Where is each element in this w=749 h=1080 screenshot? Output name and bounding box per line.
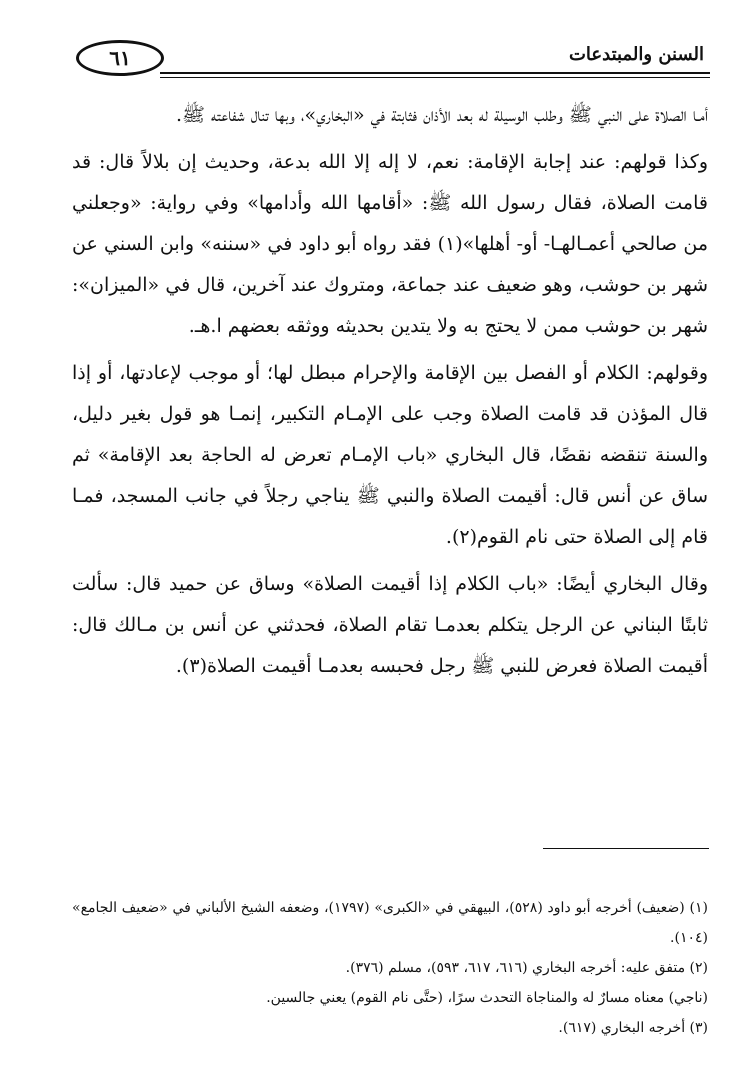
running-title: السنن والمبتدعات — [568, 44, 704, 65]
paragraph-2: وكذا قولهم: عند إجابة الإقامة: نعم، لا إله إلا الله بدعة، وحديث إن بلالاً قال: قد قامت الصلاة، فقال رسول الله ﷺ: «أقامها الله وأدامها» وفي رواية: «وجعلني من صالحي أعمـالهـا- أو- أهلها»(١) فقد رواه أبو داود في «سننه» وابن السني عن شهر بن حوشب، وهو ضعيف عند جماعة، ومتروك عند آخرين، قال في «الميزان»: شهر بن حوشب ممن لا يحتج به ولا يتدين بحديثه ووثقه بعضهم ا.هـ. — [72, 151, 708, 337]
footnote-1: (١) (ضعيف) أخرجه أبو داود (٥٢٨)، البيهقي في «الكبرى» (١٧٩٧)، وضعفه الشيخ الألباني في «ضعيف الجامع» (١٠٤). — [72, 900, 708, 946]
footnote-3: (٣) أخرجه البخاري (٦١٧). — [558, 1020, 708, 1036]
footnote-separator — [543, 848, 709, 849]
header-rule-thin — [160, 77, 710, 78]
page-header — [70, 36, 710, 84]
paragraph-3: وقولهم: الكلام أو الفصل بين الإقامة والإحرام مبطل لها؛ أو موجب لإعادتها، أو إذا قال المؤذن قد قامت الصلاة وجب على الإمـام التكبير، إنمـا هو قول بغير دليل، والسنة تنقضه نقضًا، قال البخاري «باب الإمـام تعرض له الحاجة بعد الإقامة» ثم ساق عن أنس قال: أقيمت الصلاة والنبي ﷺ يناجي رجلاً في جانب المسجد، فمـا قام إلى الصلاة حتى نام القوم(٢). — [72, 362, 708, 548]
page-number-oval — [76, 40, 164, 76]
footnote-2: (٢) متفق عليه: أخرجه البخاري (٦١٦، ٦١٧، ٥٩٣)، مسلم (٣٧٦). — [345, 960, 708, 976]
paragraph-1: أمـا الصلاة على النبي ﷺ وطلب الوسيلة له بعد الأذان فثابتة في «البخاري»، وبها تنال شفاعته ﷺ. — [175, 104, 708, 126]
header-rule-thick — [160, 72, 710, 74]
footnote-2-note: (ناجي) معناه مسارٌ له والمناجاة التحدث سرًا، (حتَّى نام القوم) يعني جالسين. — [266, 990, 708, 1006]
page-number: ٦١ — [109, 46, 131, 70]
footnotes — [72, 893, 708, 1043]
main-text — [72, 95, 708, 693]
paragraph-4: وقال البخاري أيضًا: «باب الكلام إذا أقيمت الصلاة» وساق عن حميد قال: سألت ثابتًا البناني عن الرجل يتكلم بعدمـا تقام الصلاة، فحدثني عن أنس بن مـالك قال: أقيمت الصلاة فعرض للنبي ﷺ رجل فحبسه بعدمـا أقيمت الصلاة(٣). — [72, 573, 708, 677]
